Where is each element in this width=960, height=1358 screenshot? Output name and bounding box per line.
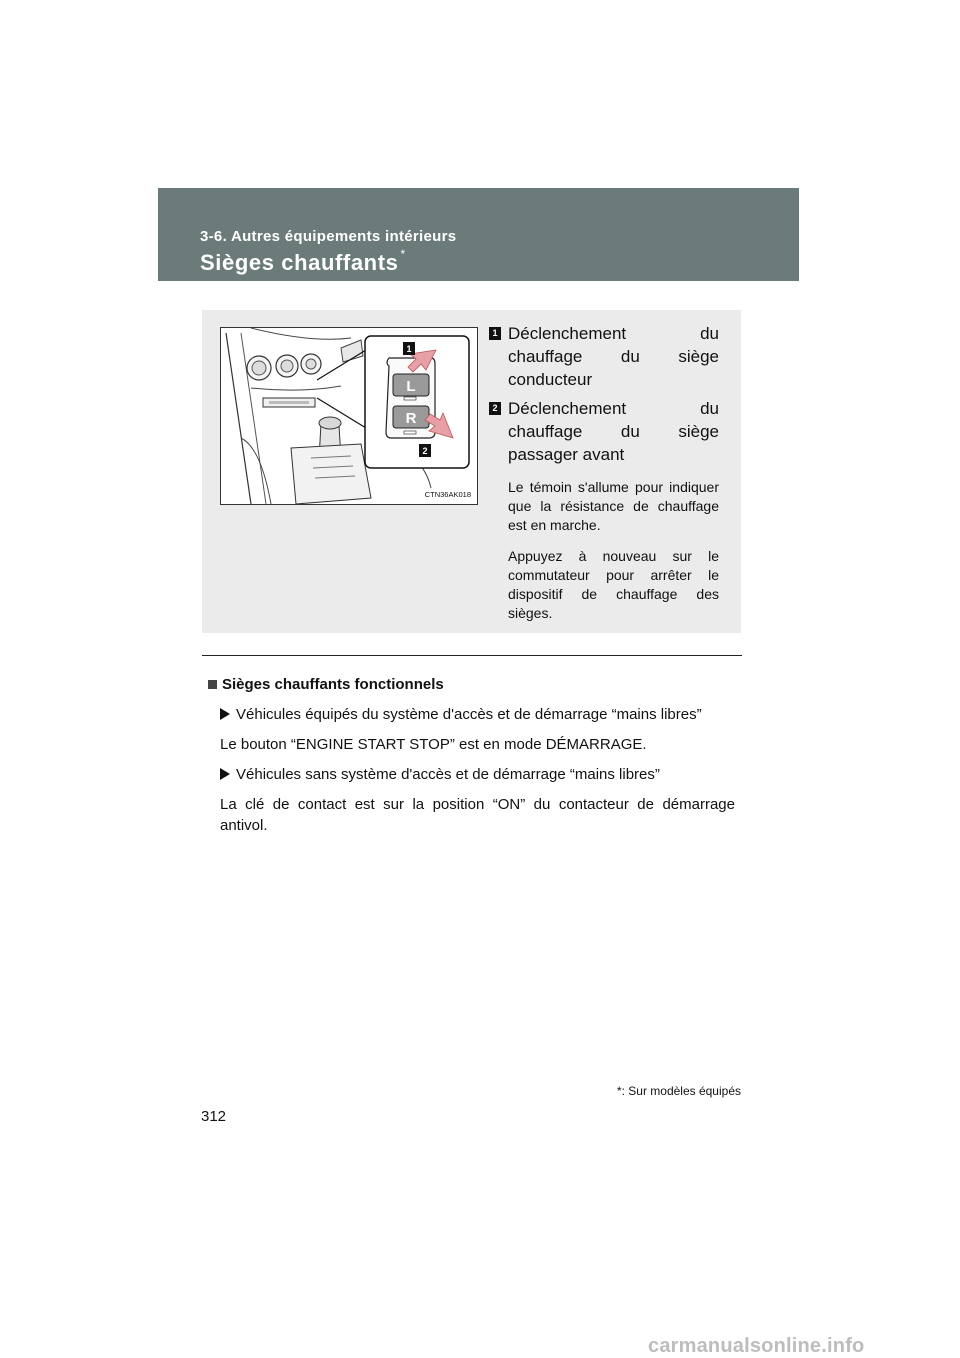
section-title: 3-6. Autres équipements intérieurs <box>200 228 457 245</box>
bullet-text: Véhicules équipés du système d'accès et de démarrage “mains libres” <box>236 706 702 723</box>
switch-label-right: R <box>405 410 417 427</box>
legend-text: Déclenchement du chauffage du siège conducteur <box>508 324 719 389</box>
asterisk-mark: * <box>400 246 406 261</box>
page-title-text: Sièges chauffants <box>200 250 399 275</box>
switch-label-left: L <box>406 378 416 395</box>
legend-number: 1 <box>489 327 501 340</box>
info-title <box>208 674 735 695</box>
page-title <box>200 246 406 276</box>
legend-text: Déclenchement du chauffage du siège passager avant <box>508 399 719 464</box>
note-indicator: Le témoin s'allume pour indiquer que la résistance de chauffage est en marche. <box>508 479 719 533</box>
console-drawing <box>221 328 477 504</box>
bullet-item <box>220 704 735 725</box>
bullet-text: Véhicules sans système d'accès et de démarrage “mains libres” <box>236 766 660 783</box>
legend-item-2 <box>489 397 719 466</box>
legend-number: 2 <box>489 402 501 415</box>
legend-item-1 <box>489 322 719 391</box>
legend-list <box>489 322 719 623</box>
figure-code: CTN36AK018 <box>424 490 471 499</box>
info-block <box>208 674 735 836</box>
footnote: *: Sur modèles équipés <box>616 1084 741 1098</box>
callout-1: 1 <box>406 344 412 354</box>
page-header <box>158 188 799 281</box>
info-title-text: Sièges chauffants fonctionnels <box>222 676 444 693</box>
triangle-bullet-icon <box>220 768 230 780</box>
paragraph: Le bouton “ENGINE START STOP” est en mode DÉMARRAGE. <box>220 736 647 753</box>
callout-2: 2 <box>422 446 428 456</box>
note-stop: Appuyez à nouveau sur le commutateur pour arrêter le dispositif de chauffage des sièges. <box>508 548 719 621</box>
divider <box>202 655 742 656</box>
watermark: carmanualsonline.info <box>648 1335 865 1357</box>
page-number: 312 <box>201 1108 227 1125</box>
paragraph: La clé de contact est sur la position “ON” du contacteur de démarrage antivol. <box>220 796 735 834</box>
square-bullet-icon <box>208 680 217 689</box>
bullet-item <box>220 764 735 785</box>
triangle-bullet-icon <box>220 708 230 720</box>
illustration-panel <box>202 310 741 633</box>
seat-heater-illustration <box>220 327 478 505</box>
